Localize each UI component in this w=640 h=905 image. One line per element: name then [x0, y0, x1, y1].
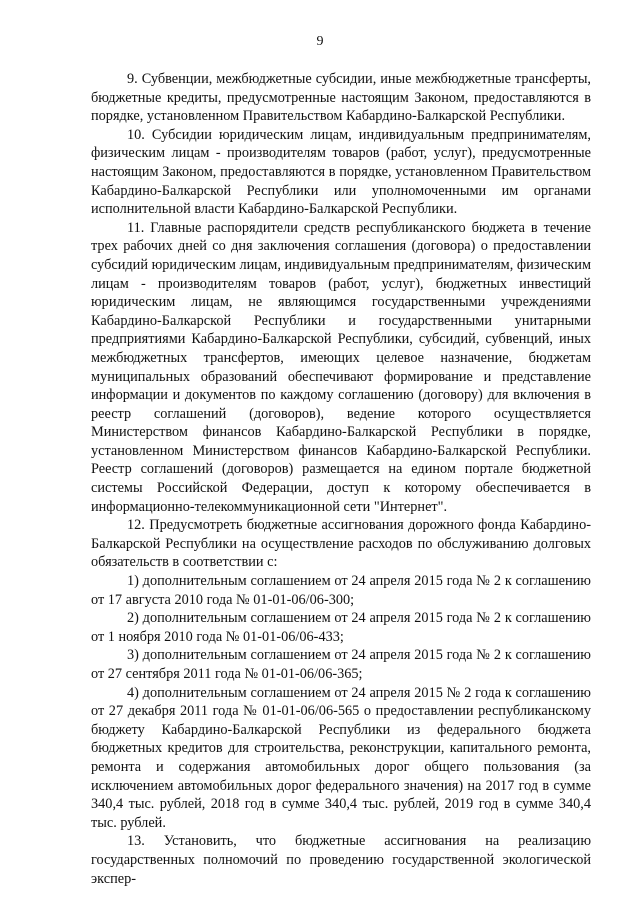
document-body [91, 70, 591, 888]
list-item-2: 2) дополнительным соглашением от 24 апреля 2015 года № 2 к соглашению от 1 ноября 2010 года № 01-01-06/06-433; [91, 610, 591, 645]
paragraph-11: 11. Главные распорядители средств республиканского бюджета в течение трех рабочих дней со дня заключения соглашения (договора) о предоставлении субсидий юридическим лицам, индивидуальным предпринимателям, физическим лицам - производителям товаров (работ, услуг), бюджетных инвестиций юридическим лицам, не являющимся государственными учреждениями Кабардино-Балкарской Республики и государственными унитарными предприятиями Кабардино-Балкарской Республики, субсидий, субвенций, иных межбюджетных трансфертов, имеющих целевое назначение, бюджетам муниципальных образований обеспечивают формирование и представление информации и документов по каждому соглашению (договору) для включения в реестр соглашений (договоров), ведение которого осуществляется Министерством финансов Кабардино-Балкарской Республики в порядке, установленном Министерством финансов Кабардино-Балкарской Республики. Реестр соглашений (договоров) размещается на едином портале бюджетной системы Российской Федерации, доступ к которому обеспечивается в информационно-телекоммуникационной сети "Интернет". [91, 219, 591, 515]
paragraph-9: 9. Субвенции, межбюджетные субсидии, иные межбюджетные трансферты, бюджетные кредиты, предусмотренные настоящим Законом, предоставляются в порядке, установленном Правительством Кабардино-Балкарской Республики. [91, 71, 591, 125]
paragraph-13: 13. Установить, что бюджетные ассигнования на реализацию государственных полномочий по проведению государственной экологической экспер- [91, 833, 591, 887]
list-item-1: 1) дополнительным соглашением от 24 апреля 2015 года № 2 к соглашению от 17 августа 2010 года № 01-01-06/06-300; [91, 573, 591, 608]
list-item-3: 3) дополнительным соглашением от 24 апреля 2015 года № 2 к соглашению от 27 сентября 2011 года № 01-01-06/06-365; [91, 647, 591, 682]
paragraph-12: 12. Предусмотреть бюджетные ассигнования дорожного фонда Кабардино-Балкарской Республики на осуществление расходов по обслуживанию долговых обязательств в соответствии с: [91, 517, 591, 571]
page-number: 9 [316, 34, 324, 49]
paragraph-10: 10. Субсидии юридическим лицам, индивидуальным предпринимателям, физическим лицам - производителям товаров (работ, услуг), предусмотренные настоящим Законом, предоставляются в порядке, установленном Правительством Кабардино-Балкарской Республики или уполномоченными им органами исполнительной власти Кабардино-Балкарской Республики. [91, 126, 591, 218]
list-item-4: 4) дополнительным соглашением от 24 апреля 2015 № 2 года к соглашению от 27 декабря 2011 года № 01-01-06/06-565 о предоставлении республиканскому бюджету Кабардино-Балкарской Республики из федерального бюджета бюджетных кредитов для строительства, реконструкции, капитального ремонта, ремонта и содержания автомобильных дорог общего пользования (за исключением автомобильных дорог федерального значения) на 2017 год в сумме 340,4 тыс. рублей, 2018 год в сумме 340,4 тыс. рублей, 2019 год в сумме 340,4 тыс. рублей. [91, 684, 591, 831]
